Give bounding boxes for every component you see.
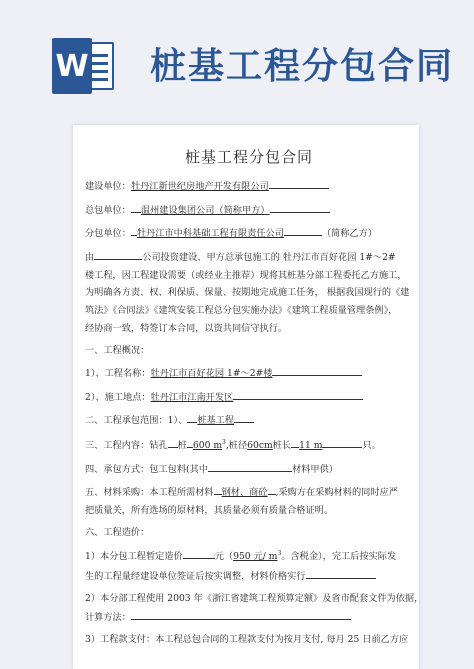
cost-item-3-line-1: 3）工程款支付：本工程总包合同的工程款支付为按月支付, 每月 25 日前乙方应 <box>85 634 409 646</box>
document-title: 桩基工程分包合同 <box>184 148 313 166</box>
intro-paragraph-line-5: 经协商一致，特签订本合同，以资共同信守执行。 <box>85 322 288 334</box>
document-page <box>73 125 424 669</box>
cost-item-2-line-2: 计算方法： <box>85 609 413 624</box>
intro-paragraph-line-3: 为明确各方责、权、利保质、保量、按期地完成施工任务， 根据我国现行的《建 <box>85 287 410 299</box>
section-4-line: 四、承包方式：包工包料(其中 材料甲供） <box>85 461 413 476</box>
section-2-line: 二、工程承包范围：1）、 桩基工程 <box>85 412 413 427</box>
section-5-line-1: 五、材料采购：本工程所需材料 钢材、商砼 ,采购方在采购材料的同时应严 <box>85 484 413 499</box>
cost-item-1-line-2: 生的工程量经建设单位签证后按实调整，材料价格实行 <box>85 568 413 583</box>
intro-paragraph-line-1: 由 公司投资建设、甲方总承包施工的 牡丹江市百好花园 1#～2# <box>85 249 413 264</box>
cost-item-1-line-1: 1）本分包工程暂定造价 元（950 元/ $m^3$。含税金），完工后按实际发 <box>85 550 397 563</box>
subcontractor-line: 分包单位： 牡丹江市中科基础工程有限责任公司 （简称乙方） <box>85 225 413 240</box>
contractor-line: 总包单位： 温州建设集团公司（简称甲方） <box>85 202 413 217</box>
word-document-icon: W <box>52 38 118 94</box>
intro-paragraph-line-4: 筑法》《合同法》《建筑安装工程总分包实施办法》《建筑工程质量管理条例》， <box>85 305 398 317</box>
section-5-line-2: 把质量关，所有选场的原材料，其质量必须有质量合格证明。 <box>85 504 334 516</box>
builder-line: 建设单位：牡丹江新世纪房地产开发有限公司 <box>85 178 413 193</box>
section-3-line: 三、工程内容：钻孔 桩 600 $m^3$,桩径60cm桩长 11 m 只。 <box>85 438 381 451</box>
section-1-heading: 一、工程概况： <box>85 344 150 356</box>
intro-paragraph-line-2: 楼工程，因工程建设需要（或经业主推荐）现将其桩基分部工程委托乙方施工， <box>85 269 407 281</box>
banner-title: 桩基工程分包合同 <box>150 46 455 87</box>
project-location-line: 2）、施工地点：牡丹江市江南开发区 <box>85 389 413 404</box>
project-name-line: 1）、工程名称：牡丹江市百好花园 1#～2#楼 <box>85 365 413 380</box>
header-banner <box>0 0 474 112</box>
section-6-heading: 六、工程造价： <box>85 526 150 538</box>
cost-item-2-line-1: 2）本分部工程使用 2003 年《浙江省建筑工程预算定额》及省市配套文件为依据， <box>85 592 424 604</box>
